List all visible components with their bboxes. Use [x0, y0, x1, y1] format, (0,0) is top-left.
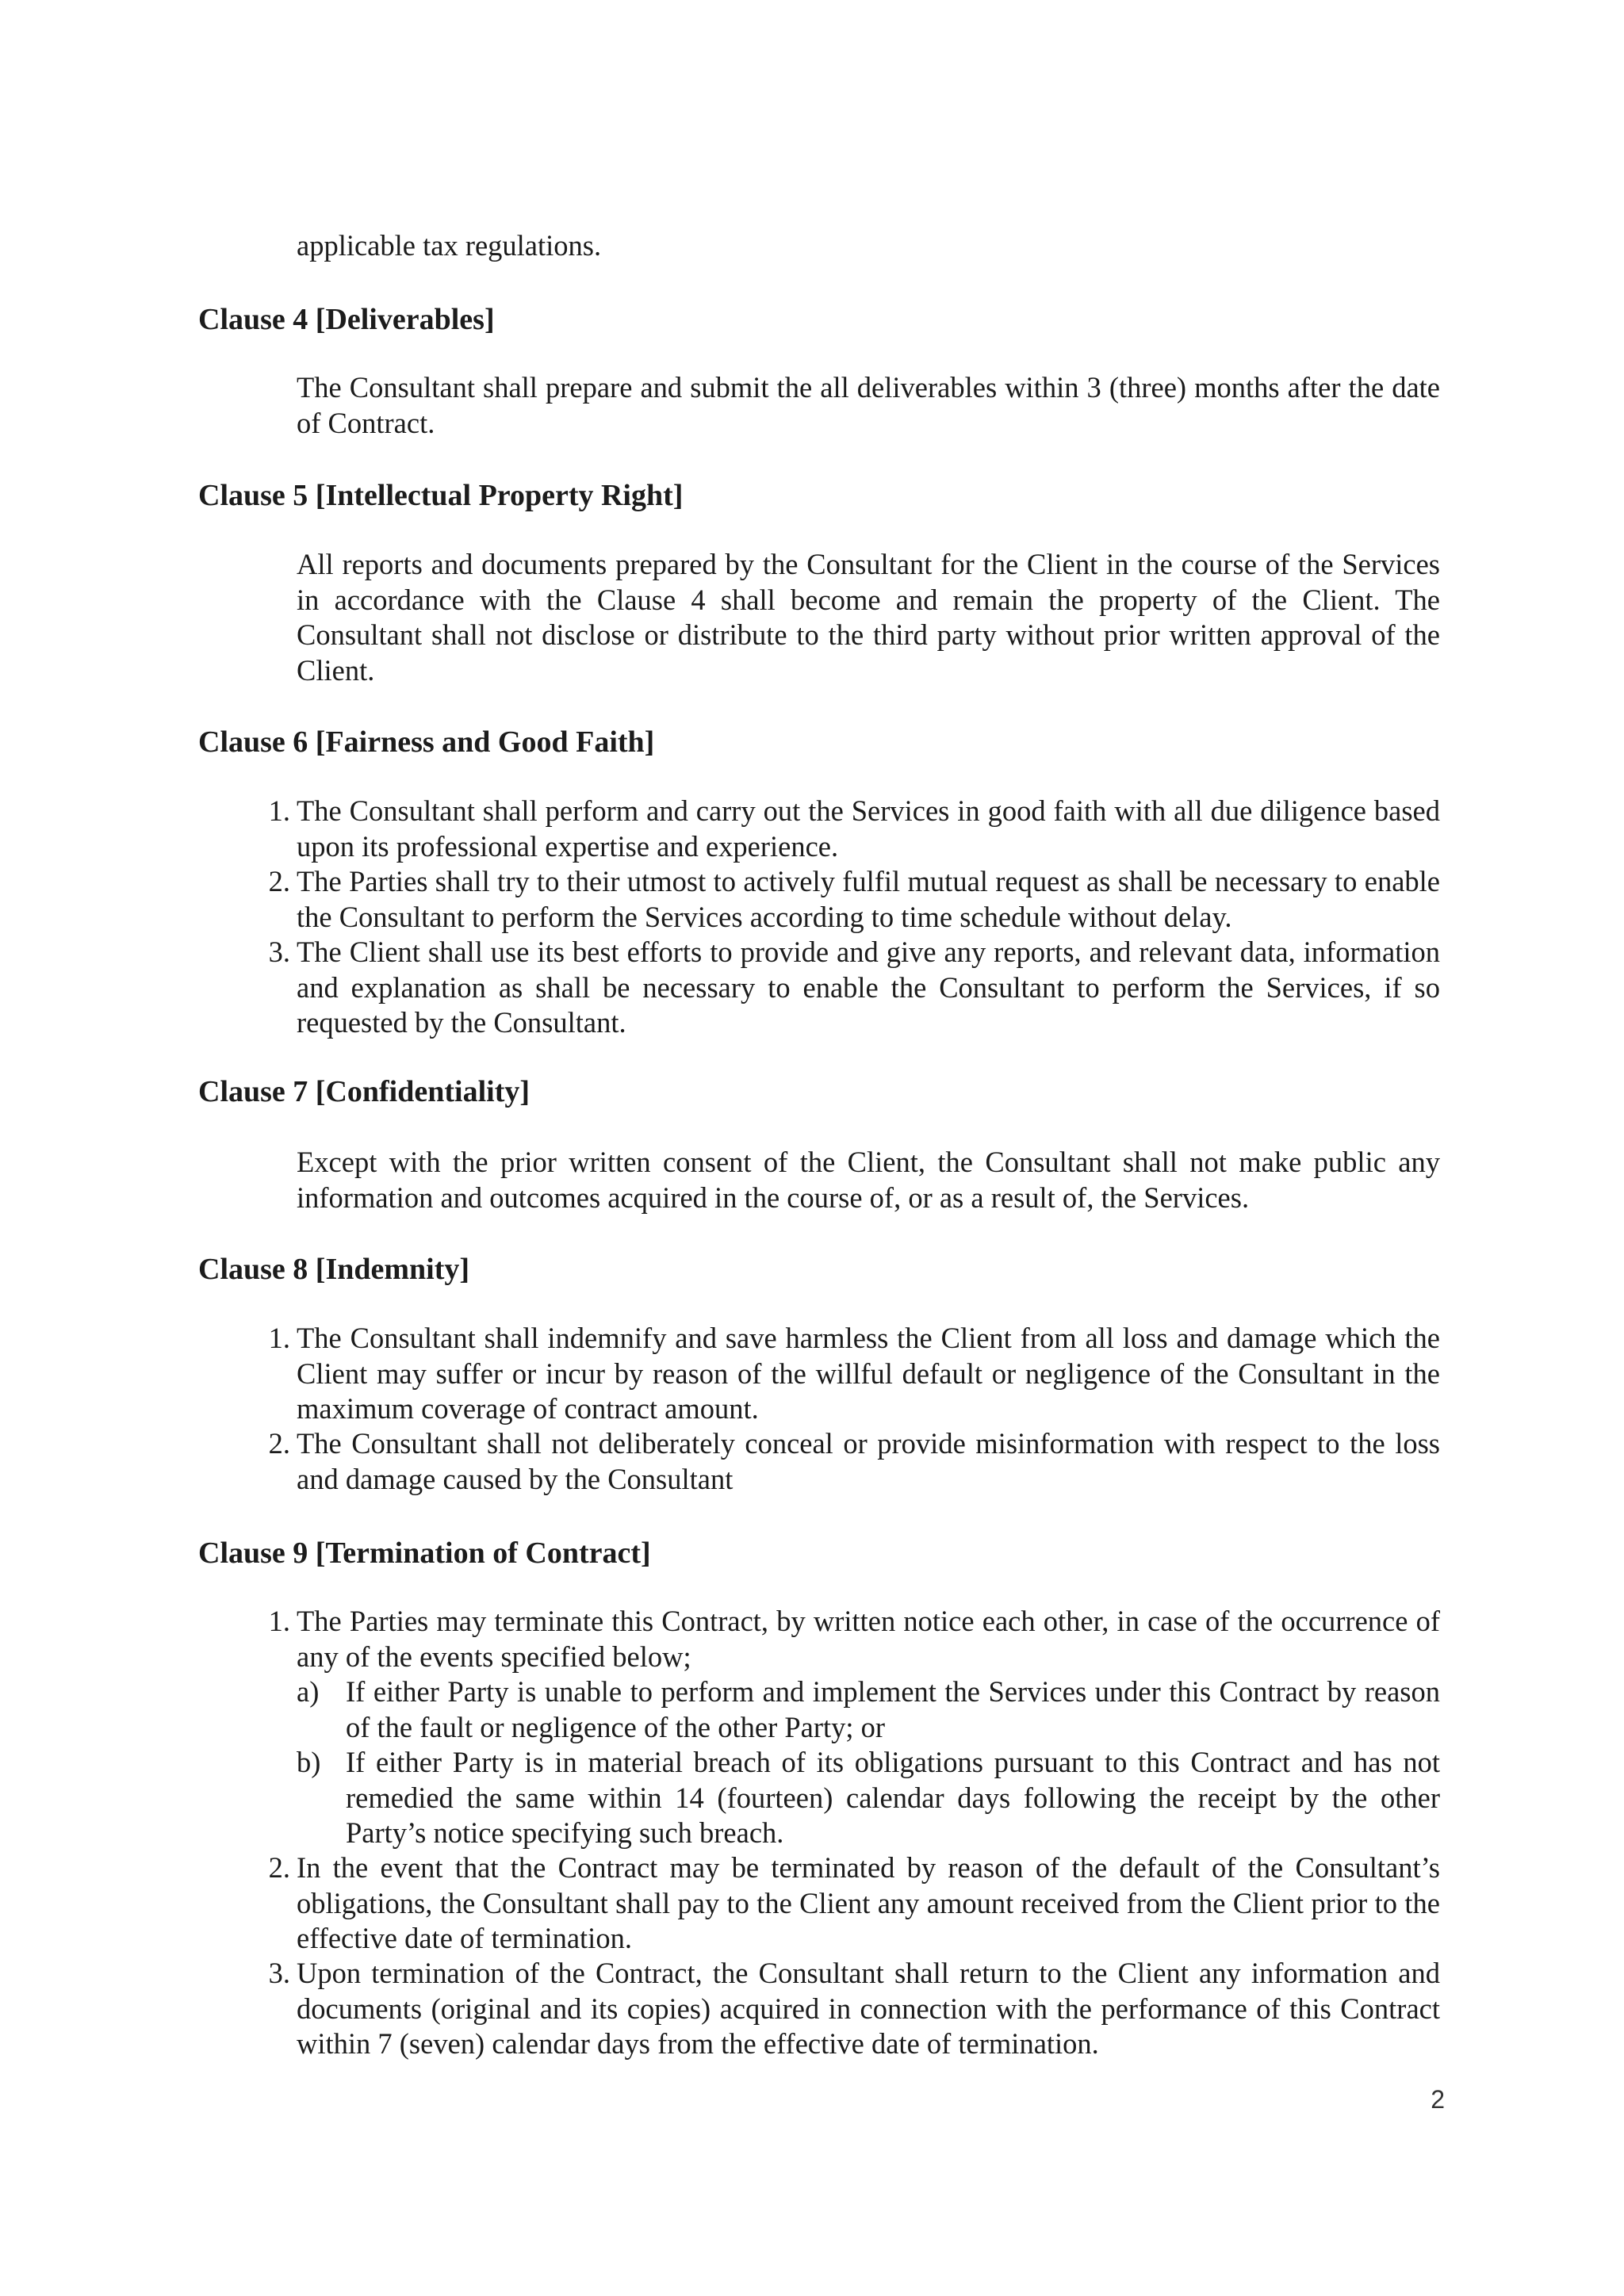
clause-9-item-3 [268, 1956, 1440, 2062]
list-item-text: The Consultant shall not deliberately conceal or provide misinformation with respect to the loss and damage caused by the Consultant [297, 1427, 1440, 1495]
page-number: 2 [1431, 2085, 1445, 2114]
lead-text: applicable tax regulations. [297, 229, 602, 262]
clause-5-body: All reports and documents prepared by the Consultant for the Client in the course of the Services in accordance with the Clause 4 shall become and remain the property of the Client. The Consultant shall not disclose or distribute to the third party without prior written approval of the Client. [297, 548, 1440, 687]
list-item-text: Upon termination of the Contract, the Consultant shall return to the Client any information and documents (original and its copies) acquired in connection with the performance of this Contract within 7 (seven) calendar days from the effective date of termination. [297, 1957, 1440, 2060]
clause-6-item-3 [268, 935, 1440, 1041]
list-number: 1. [268, 794, 290, 827]
list-item-text: The Consultant shall indemnify and save harmless the Client from all loss and damage which the Client may suffer or incur by reason of the willful default or negligence of the Consultant in the maximum coverage of contract amount. [297, 1322, 1440, 1425]
clause-6-item-2 [268, 864, 1440, 935]
list-item-text: The Client shall use its best efforts to provide and give any reports, and relevant data, information and explanation as shall be necessary to enable the Consultant to perform the Services, if so requested by the Consultant. [297, 936, 1440, 1039]
list-item-text: The Parties may terminate this Contract, by written notice each other, in case of the occurrence of any of the events specified below; [297, 1605, 1440, 1673]
clause-9-item-2 [268, 1850, 1440, 1957]
clause-6-heading: Clause 6 [Fairness and Good Faith] [198, 725, 655, 759]
list-number: 2. [268, 1427, 290, 1460]
list-number: 1. [268, 1605, 290, 1637]
clause-9-heading: Clause 9 [Termination of Contract] [198, 1536, 651, 1570]
sublist-letter: b) [297, 1746, 321, 1778]
list-number: 3. [268, 936, 290, 968]
clause-9-subitem-b [297, 1745, 1440, 1851]
list-number: 3. [268, 1957, 290, 1989]
clause-9-item-1 [268, 1604, 1440, 1674]
clause-8-item-1 [268, 1321, 1440, 1427]
list-item-text: The Consultant shall perform and carry out the Services in good faith with all due diligence based upon its professional expertise and experience. [297, 794, 1440, 863]
clause-7-body: Except with the prior written consent of the Client, the Consultant shall not make public any information and outcomes acquired in the course of, or as a result of, the Services. [297, 1146, 1440, 1214]
list-number: 1. [268, 1322, 290, 1354]
sublist-item-text: If either Party is unable to perform and implement the Services under this Contract by reason of the fault or negligence of the other Party; or [346, 1675, 1440, 1743]
clause-4-heading: Clause 4 [Deliverables] [198, 303, 495, 336]
clause-6-item-1 [268, 794, 1440, 864]
list-item-text: In the event that the Contract may be terminated by reason of the default of the Consultant’s obligations, the Consultant shall pay to the Client any amount received from the Client prior to the effective date of termination. [297, 1851, 1440, 1954]
sublist-item-text: If either Party is in material breach of its obligations pursuant to this Contract and has not remedied the same within 14 (fourteen) calendar days following the receipt by the other Party’s notice specifying such breach. [346, 1746, 1440, 1849]
list-item-text: The Parties shall try to their utmost to actively fulfil mutual request as shall be necessary to enable the Consultant to perform the Services according to time schedule without delay. [297, 865, 1440, 933]
clause-4-body: The Consultant shall prepare and submit the all deliverables within 3 (three) months after the date of Contract. [297, 371, 1440, 439]
clause-9-subitem-a [297, 1674, 1440, 1745]
clause-5-heading: Clause 5 [Intellectual Property Right] [198, 479, 684, 512]
list-number: 2. [268, 865, 290, 897]
sublist-letter: a) [297, 1675, 320, 1708]
clause-8-heading: Clause 8 [Indemnity] [198, 1253, 470, 1286]
clause-8-item-2 [268, 1426, 1440, 1497]
list-number: 2. [268, 1851, 290, 1884]
clause-7-heading: Clause 7 [Confidentiality] [198, 1075, 530, 1108]
